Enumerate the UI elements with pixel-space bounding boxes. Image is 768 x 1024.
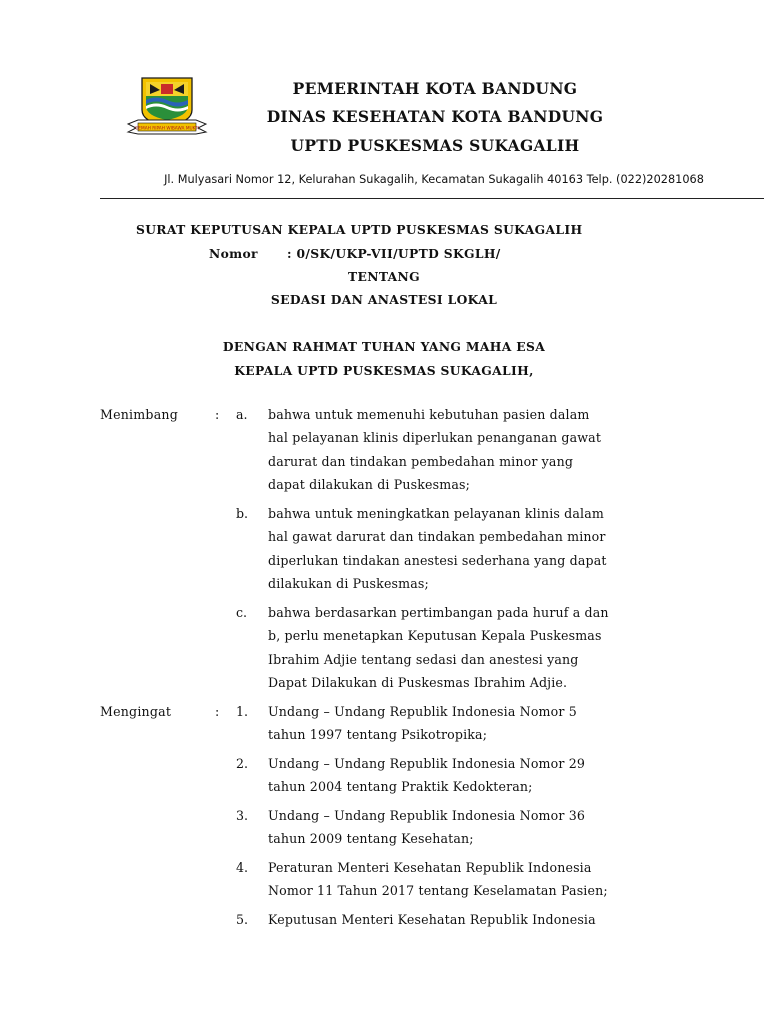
text-line: dilakukan di Puskesmas; bbox=[268, 576, 429, 592]
text-line: Nomor 11 Tahun 2017 tentang Keselamatan Pasien; bbox=[268, 883, 608, 899]
text-line: Dapat Dilakukan di Puskesmas Ibrahim Adjie. bbox=[268, 675, 568, 691]
item-marker: 1. bbox=[236, 704, 249, 719]
text-line: tahun 1997 tentang Psikotropika; bbox=[268, 727, 488, 743]
mengingat-item-5 bbox=[268, 908, 668, 931]
item-marker: 4. bbox=[236, 860, 249, 875]
menimbang-item-c bbox=[268, 601, 668, 695]
mengingat-item-3 bbox=[268, 804, 668, 851]
text-line: bahwa untuk memenuhi kebutuhan pasien dalam bbox=[268, 407, 590, 422]
logo-motto: GEMAH RIPAH WIBAWA MUKTI bbox=[134, 126, 200, 132]
org-line-health-office: DINAS KESEHATAN KOTA BANDUNG bbox=[266, 107, 604, 126]
menimbang-colon: : bbox=[215, 407, 220, 422]
text-line: diperlukan tindakan anestesi sederhana yang dapat bbox=[268, 552, 607, 568]
text-line: Ibrahim Adjie tentang sedasi dan anestesi yang bbox=[268, 651, 579, 667]
text-line: Undang – Undang Republik Indonesia Nomor 5 bbox=[268, 704, 577, 719]
mengingat-item-1 bbox=[268, 700, 668, 747]
text-line: Undang – Undang Republik Indonesia Nomor 36 bbox=[268, 808, 586, 823]
mengingat-item-4 bbox=[268, 856, 668, 903]
text-line: tahun 2009 tentang Kesehatan; bbox=[268, 831, 474, 847]
tentang-heading: TENTANG bbox=[348, 269, 420, 284]
item-marker: b. bbox=[236, 506, 249, 521]
text-line: dapat dilakukan di Puskesmas; bbox=[268, 477, 471, 493]
text-line: bahwa berdasarkan pertimbangan pada huruf a dan bbox=[268, 605, 609, 620]
text-line: hal pelayanan klinis diperlukan penanganan gawat bbox=[268, 430, 602, 446]
text-line: Undang – Undang Republik Indonesia Nomor 29 bbox=[268, 756, 586, 771]
item-marker: a. bbox=[236, 407, 248, 422]
mengingat-label: Mengingat bbox=[100, 704, 172, 719]
mengingat-colon: : bbox=[215, 704, 220, 719]
item-marker: 2. bbox=[236, 756, 249, 771]
text-line: Keputusan Menteri Kesehatan Republik Indonesia bbox=[268, 912, 596, 927]
decree-number bbox=[209, 246, 501, 261]
menimbang-label: Menimbang bbox=[100, 407, 178, 422]
text-line: hal gawat darurat dan tindakan pembedahan minor bbox=[268, 529, 606, 545]
item-marker: 5. bbox=[236, 912, 249, 927]
text-line: tahun 2004 tentang Praktik Kedokteran; bbox=[268, 779, 533, 795]
org-line-puskesmas: UPTD PUSKESMAS SUKAGALIH bbox=[290, 136, 580, 155]
bandung-city-crest-icon bbox=[124, 76, 210, 138]
text-line: bahwa untuk meningkatkan pelayanan klinis dalam bbox=[268, 506, 604, 521]
menimbang-item-a bbox=[268, 403, 668, 497]
text-line: Peraturan Menteri Kesehatan Republik Indonesia bbox=[268, 860, 592, 875]
blessing-line: DENGAN RAHMAT TUHAN YANG MAHA ESA bbox=[222, 339, 546, 354]
text-line: b, perlu menetapkan Keputusan Kepala Puskesmas bbox=[268, 628, 602, 644]
item-marker: 3. bbox=[236, 808, 249, 823]
item-marker: c. bbox=[236, 605, 248, 620]
address-line: Jl. Mulyasari Nomor 12, Kelurahan Sukagalih, Kecamatan Sukagalih 40163 Telp. (022)20281068 bbox=[164, 173, 704, 186]
mengingat-item-2 bbox=[268, 752, 668, 799]
org-line-government: PEMERINTAH KOTA BANDUNG bbox=[292, 79, 578, 98]
issuer-line: KEPALA UPTD PUSKESMAS SUKAGALIH, bbox=[234, 363, 534, 378]
menimbang-item-b bbox=[268, 502, 668, 596]
decree-subject: SEDASI DAN ANASTESI LOKAL bbox=[270, 292, 498, 307]
decree-number-label: Nomor bbox=[209, 246, 258, 261]
decree-number-value: : 0/SK/UKP-VII/UPTD SKGLH/ bbox=[287, 246, 501, 261]
text-line: darurat dan tindakan pembedahan minor yang bbox=[268, 453, 574, 469]
letterhead-divider bbox=[100, 198, 764, 199]
decree-title: SURAT KEPUTUSAN KEPALA UPTD PUSKESMAS SUKAGALIH bbox=[136, 222, 583, 237]
